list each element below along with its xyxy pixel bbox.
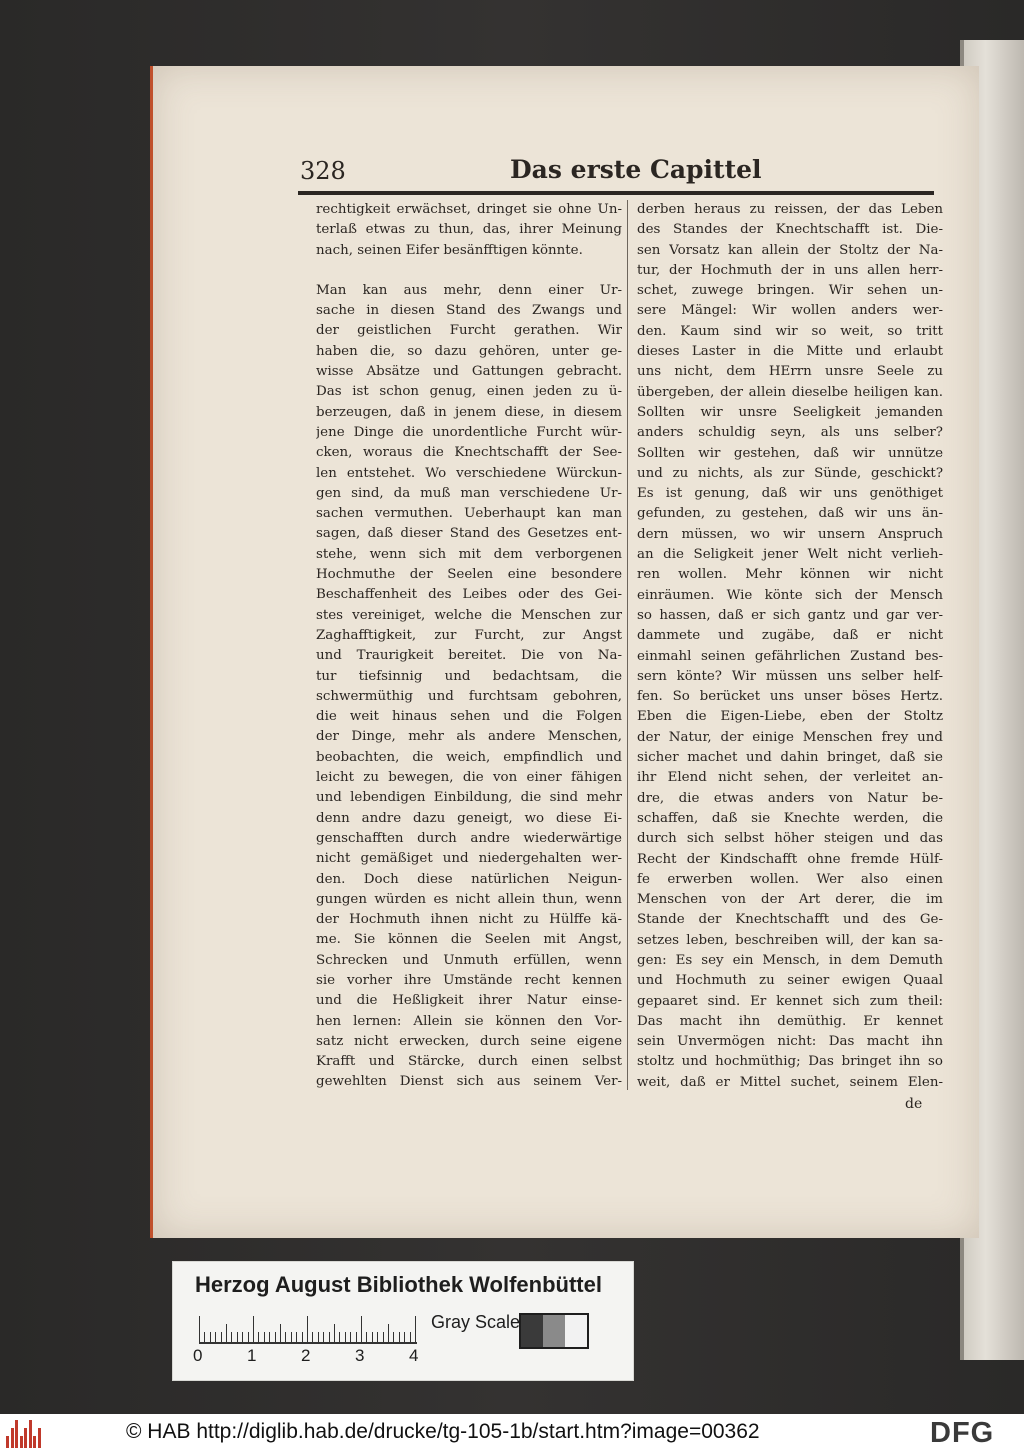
text-line: übergeben, der allein dieselbe heiligen kan. (637, 384, 943, 400)
text-line: denn andre dazu geneigt, wo diese Ei- (316, 810, 622, 826)
text-line: so hassen, daß er sich gantz und gar ver- (637, 607, 943, 623)
text-line: Stande der Knechtschafft und des Ge- (637, 912, 943, 928)
ruler-tick (377, 1332, 378, 1342)
text-line: gepaaret sind. Er kennet sich zum theil: (637, 993, 943, 1009)
text-line: sen Vorsatz kan allein der Stoltz der Na- (637, 242, 943, 258)
text-line: dre, die etwas anders von Natur be- (637, 790, 943, 806)
text-line: satz nicht erwecken, durch seine eigene (316, 1033, 622, 1049)
text-line: und zu nichts, als zur Sünde, geschickt? (637, 465, 943, 481)
ruler-tick (410, 1332, 411, 1342)
text-line: und Hochmuth zu seiner ewigen Quaal (637, 973, 943, 989)
text-line: Beschaffenheit des Leibes oder des Gei- (316, 587, 622, 603)
ruler-tick (388, 1324, 389, 1342)
text-line: Sollten wir unsre Seeligkeit jemanden (637, 404, 943, 420)
gray-scale-label: Gray Scale (431, 1312, 521, 1332)
text-line: berzeugen, daß in jenem diese, in diesem (316, 404, 622, 420)
ruler-tick (318, 1332, 319, 1342)
gray-swatch (565, 1315, 587, 1347)
dfg-logo: DFG (930, 1417, 995, 1449)
text-line: ren wollen. Mehr können wir nicht (637, 567, 943, 583)
text-line: dern müssen, wo wir unsern Anspruch (637, 526, 943, 542)
text-line: sere Mängel: Wir wollen anders wer- (637, 303, 943, 319)
ruler-tick (323, 1332, 324, 1342)
text-line: hen lernen: Allein sie können den Vor- (316, 1013, 622, 1029)
text-line: gefunden, zu gestehen, daß wir uns än- (637, 506, 943, 522)
hab-logo-icon (6, 1420, 44, 1448)
ruler-tick (242, 1332, 243, 1342)
text-line: einräumen. Wie könte sich der Mensch (637, 587, 943, 603)
text-line: Eben die Eigen-Liebe, eben der Stoltz (637, 709, 943, 725)
ruler-tick (356, 1332, 357, 1342)
text-line: sicher machet und dahin bringet, daß sie (637, 750, 943, 766)
ruler-label: 0 (193, 1346, 203, 1365)
text-line: uns nicht, dem HErrn unsre Seele zu (637, 364, 943, 380)
text-line: derben heraus zu reissen, der das Leben (637, 202, 943, 217)
text-line: den. Kaum sind wir so weit, so tritt (637, 323, 943, 339)
text-line: fe erwerben wollen. Wer also einen (637, 871, 943, 887)
text-line: gen sind, da muß man verschiedene Ur- (316, 485, 622, 501)
page-number: 328 (300, 157, 346, 185)
text-line: me. Sie können die Seelen mit Angst, (316, 932, 622, 948)
ruler-labels (193, 1346, 423, 1368)
ruler-tick (204, 1332, 205, 1342)
text-line: schwermüthig und furchtsam gebohren, (316, 688, 622, 704)
text-line: gen: Es sey ein Mensch, in dem Demuth (637, 952, 943, 968)
text-line: stehe, wenn sich mit dem verborgenen (316, 546, 622, 562)
ruler-tick (329, 1332, 330, 1342)
ruler-tick (334, 1324, 335, 1342)
text-line: Schrecken und Unmuth erfüllen, wenn (316, 952, 622, 968)
catchword: de (905, 1096, 923, 1112)
ruler-tick (307, 1316, 308, 1342)
text-line: dammete und zugäbe, daß er nicht (637, 628, 943, 644)
ruler-tick (258, 1332, 259, 1342)
gray-swatch (543, 1315, 565, 1347)
text-line: Das ist schon genug, einen jeden zu ü- (316, 384, 622, 400)
text-line: Recht der Kindschafft ohne fremde Hülf- (637, 851, 943, 867)
text-line: len entstehet. Wo verschiedene Würckun- (316, 465, 622, 481)
library-name: Herzog August Bibliothek Wolfenbüttel (195, 1272, 602, 1297)
text-line: setzes leben, beschreiben will, der kan sa- (637, 932, 943, 948)
text-line: schet, zuwege bringen. Wir sehen un- (637, 283, 943, 299)
text-line: des Standes der Knechtschafft ist. Die- (637, 222, 943, 238)
ruler-tick (253, 1316, 254, 1342)
text-line: einmahl seinen gefährlichen Zustand bes- (637, 648, 943, 664)
ruler-tick (296, 1332, 297, 1342)
ruler-tick (393, 1332, 394, 1342)
ruler-tick (215, 1332, 216, 1342)
ruler-tick (248, 1332, 249, 1342)
ruler-tick (291, 1332, 292, 1342)
text-line: Man kan aus mehr, denn einer Ur- (316, 282, 622, 298)
text-line: genschafften durch andre wiederwärtige (316, 830, 622, 846)
text-line: fen. So berücket uns unser böses Hertz. (637, 689, 943, 705)
text-line: haben die, so dazu gehören, unter ge- (316, 343, 622, 359)
ruler-tick (302, 1332, 303, 1342)
reference-card (172, 1261, 634, 1381)
text-line: gungen würden es nicht allein thun, wenn (316, 891, 622, 907)
text-line: sagen, daß dieser Stand des Gesetzes ent- (316, 526, 622, 542)
header-rule (298, 191, 934, 195)
ruler-tick (399, 1332, 400, 1342)
text-line: weit, daß er Mittel suchet, seinem Elen- (637, 1074, 943, 1090)
text-line: Krafft und Stärcke, durch einen selbst (316, 1054, 622, 1070)
gray-swatch (521, 1315, 543, 1347)
text-line: der Dinge, mehr als andere Menschen, (316, 729, 622, 745)
text-line: Das macht ihn demüthig. Er kennet (637, 1013, 943, 1029)
text-line: tur tiefsinnig und bedachtsam, die (316, 668, 622, 684)
text-line: tur, der Hochmuth der in uns allen herr- (637, 262, 943, 278)
text-line: sie vorher ihre Umstände recht kennen (316, 972, 622, 988)
text-line: Sollten wir gestehen, daß wir unnütze (637, 445, 943, 461)
ruler-tick (210, 1332, 211, 1342)
text-line: stes vereiniget, welche die Menschen zur (316, 607, 622, 623)
text-line: sein Unvermögen nicht: Das macht ihn (637, 1034, 943, 1050)
ruler-label: 1 (247, 1346, 257, 1365)
text-line: Zaghafftigkeit, zur Furcht, zur Angst (316, 627, 622, 643)
text-line: beobachten, die weich, empfindlich und (316, 749, 622, 765)
text-line: und Traurigkeit bereitet. Die von Na- (316, 648, 622, 664)
text-line: Menschen von der Art derer, die im (637, 892, 943, 908)
text-line: und lebendigen Einbildung, die sind mehr (316, 790, 622, 806)
text-line: anders schuldig seyn, als uns selber? (637, 425, 943, 441)
text-line: terlaß etwas zu thun, das, ihrer Meinung (316, 222, 622, 238)
copyright-url: © HAB http://diglib.hab.de/drucke/tg-105-1b/start.htm?image=00362 (126, 1420, 760, 1443)
text-line: nach, seinen Eifer besänfftigen könnte. (316, 242, 583, 258)
ruler-label: 3 (355, 1346, 365, 1365)
ruler-tick (339, 1332, 340, 1342)
text-line: der geistlichen Furcht gerathen. Wir (316, 323, 622, 339)
ruler-tick (366, 1332, 367, 1342)
ruler-label: 4 (409, 1346, 419, 1365)
ruler-tick (264, 1332, 265, 1342)
text-line: der Natur, der einige Menschen frey und (637, 729, 943, 745)
text-line: Es ist genung, daß wir uns genöthiget (637, 486, 943, 502)
text-line: Hochmuthe der Seelen eine besondere (316, 567, 622, 583)
ruler-tick (285, 1332, 286, 1342)
ruler-tick (280, 1324, 281, 1342)
ruler-tick (199, 1316, 200, 1342)
text-line: an die Seligkeit jener Welt nicht verlieh- (637, 547, 943, 563)
column-divider (627, 200, 628, 1090)
ruler-label: 2 (301, 1346, 311, 1365)
ruler-tick (361, 1316, 362, 1342)
text-line: rechtigkeit erwächset, dringet sie ohne Un- (316, 202, 622, 217)
text-line: wisse Absätze und Gattungen gebracht. (316, 364, 622, 380)
text-line: cken, woraus die Knechtschafft der See- (316, 445, 622, 461)
ruler-tick (275, 1332, 276, 1342)
paragraph-gap (316, 261, 622, 281)
text-line: dieses Laster in die Mitte und erlaubt (637, 344, 943, 360)
text-line: sache in diesen Stand des Zwangs und (316, 303, 622, 319)
text-line: stoltz und hochmüthig; Das bringet ihn so (637, 1054, 943, 1070)
running-head: Das erste Capittel (510, 155, 762, 184)
text-line: den. Doch diese natürlichen Neigun- (316, 871, 622, 887)
text-line: sachen vermuthen. Ueberhaupt kan man (316, 506, 622, 522)
gray-scale-swatch (519, 1313, 589, 1349)
ruler-tick (269, 1332, 270, 1342)
text-line: die weit hinaus sehen und die Folgen (316, 709, 622, 725)
ruler-tick (345, 1332, 346, 1342)
text-line: durch sich selbst höher steigen und das (637, 831, 943, 847)
text-line: gewehlten Dienst sich aus seinem Ver- (316, 1074, 622, 1090)
text-line: leicht zu bewegen, die von einer fähigen (316, 770, 622, 786)
text-line: jene Dinge die unordentliche Furcht wür- (316, 424, 622, 440)
text-line: und die Heßligkeit ihrer Natur einse- (316, 993, 622, 1009)
ruler-tick (312, 1332, 313, 1342)
ruler-tick (383, 1332, 384, 1342)
footer-bar (0, 1414, 1024, 1454)
ruler-tick (372, 1332, 373, 1342)
ruler-tick (221, 1332, 222, 1342)
text-line: ihr Elend nicht sehen, der verleitet an- (637, 770, 943, 786)
text-line: schaffen, daß sie Knechte werden, die (637, 810, 943, 826)
scale-ruler (199, 1312, 417, 1344)
text-line: der Hochmuth ihnen nicht zu Hülffe kä- (316, 912, 622, 928)
ruler-tick (237, 1332, 238, 1342)
right-text-column (637, 200, 943, 1093)
ruler-tick (231, 1332, 232, 1342)
text-line: sern könte? Wir müssen uns selber helf- (637, 668, 943, 684)
ruler-tick (226, 1324, 227, 1342)
text-line: nicht gemäßiget und niedergehalten wer- (316, 851, 622, 867)
left-text-column (316, 200, 622, 1093)
ruler-tick (350, 1332, 351, 1342)
ruler-tick (415, 1316, 416, 1342)
ruler-tick (404, 1332, 405, 1342)
